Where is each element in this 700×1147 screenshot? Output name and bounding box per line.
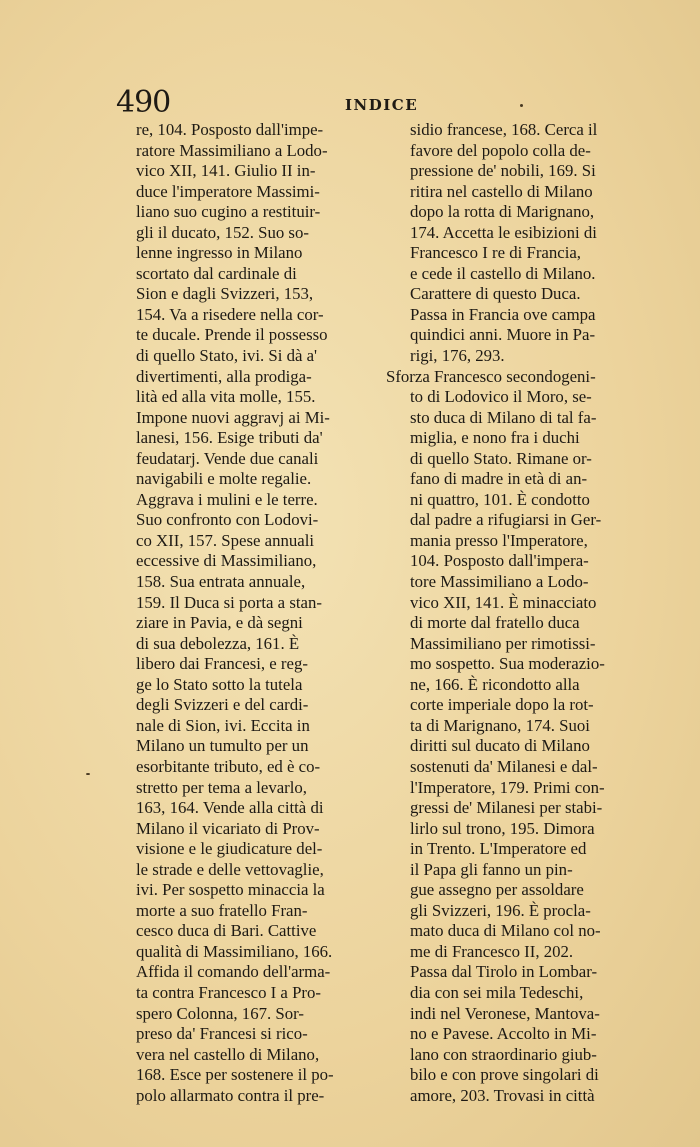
text-line: Aggrava i mulini e le terre.: [136, 489, 318, 509]
text-line: nale di Sion, ivi. Eccita in: [136, 715, 310, 735]
text-line: to di Lodovico il Moro, se-: [410, 387, 592, 407]
paper-speck: [86, 773, 90, 775]
index-entry-sforza-francesco: [386, 367, 640, 1107]
text-line: gli Svizzeri, 196. È procla-: [410, 900, 591, 920]
text-line: indi nel Veronese, Mantova-: [410, 1003, 600, 1023]
text-line: divertimenti, alla prodiga-: [136, 366, 312, 386]
text-line: ge lo Stato sotto la tutela: [136, 674, 303, 694]
text-line: liano suo cugino a restituir-: [136, 202, 321, 222]
text-line: ta contra Francesco I a Pro-: [136, 982, 321, 1002]
text-line: 158. Sua entrata annuale,: [136, 572, 306, 592]
text-line: 163, 164. Vende alla città di: [136, 798, 324, 818]
text-line: sostenuti da' Milanesi e dal-: [410, 756, 598, 776]
text-line: dia con sei mila Tedeschi,: [410, 982, 584, 1002]
text-line: lano con straordinario giub-: [410, 1044, 597, 1064]
text-line: vico XII, 141. Giulio II in-: [136, 161, 316, 181]
text-line: Passa dal Tirolo in Lombar-: [410, 962, 598, 982]
text-line: duce l'imperatore Massimi-: [136, 181, 320, 201]
text-line: Carattere di questo Duca.: [410, 284, 581, 304]
text-line: diritti sul ducato di Milano: [410, 736, 590, 756]
text-line: sidio francese, 168. Cerca il: [410, 120, 598, 139]
text-line: navigabili e molte regalie.: [136, 469, 312, 489]
text-line: Milano un tumulto per un: [136, 736, 309, 756]
text-line: le strade e delle vettovaglie,: [136, 859, 324, 879]
text-line: Suo confronto con Lodovi-: [136, 510, 319, 530]
text-line: mo sospetto. Sua moderazio-: [410, 654, 605, 674]
text-line: lità ed alla vita molle, 155.: [136, 387, 316, 407]
text-line: ne, 166. È ricondotto alla: [410, 674, 580, 694]
text-line: Francesco I re di Francia,: [410, 243, 581, 263]
text-line: visione e le giudicature del-: [136, 839, 323, 859]
text-line: scortato dal cardinale di: [136, 263, 297, 283]
text-line: ni quattro, 101. È condotto: [410, 489, 590, 509]
text-line: l'Imperatore, 179. Primi con-: [410, 777, 605, 797]
text-line: 174. Accetta le esibizioni di: [410, 222, 597, 242]
text-line: stretto per tema a levarlo,: [136, 777, 307, 797]
text-line: me di Francesco II, 202.: [410, 941, 574, 961]
text-line: di quello Stato. Rimane or-: [410, 448, 592, 468]
text-line: re, 104. Posposto dall'impe-: [136, 120, 324, 139]
text-line: il Papa gli fanno un pin-: [410, 859, 573, 879]
entry-body: [386, 387, 640, 1106]
text-line: mania presso l'Imperatore,: [410, 530, 588, 550]
left-column: [136, 120, 376, 1106]
text-line: Milano il vicariato di Prov-: [136, 818, 320, 838]
text-line: lanesi, 156. Esige tributi da': [136, 428, 323, 448]
text-line: eccessive di Massimiliano,: [136, 551, 317, 571]
text-line: in Trento. L'Imperatore ed: [410, 839, 587, 859]
text-line: degli Svizzeri e del cardi-: [136, 695, 309, 715]
entry-heading-line: Sforza Francesco secondogeni-: [386, 366, 596, 386]
text-line: 159. Il Duca si porta a stan-: [136, 592, 322, 612]
text-line: miglia, e nono fra i duchi: [410, 428, 580, 448]
text-line: dopo la rotta di Marignano,: [410, 202, 595, 222]
text-line: Passa in Francia ove campa: [410, 304, 596, 324]
text-line: favore del popolo colla de-: [410, 140, 591, 160]
text-line: bilo e con prove singolari di: [410, 1065, 599, 1085]
text-line: tore Massimiliano a Lodo-: [410, 572, 589, 592]
text-line: Massimiliano per rimotissi-: [410, 633, 596, 653]
text-line: pressione de' nobili, 169. Si: [410, 161, 596, 181]
text-line: mato duca di Milano col no-: [410, 921, 601, 941]
text-line: Affida il comando dell'arma-: [136, 962, 331, 982]
text-line: lenne ingresso in Milano: [136, 243, 303, 263]
running-head: INDICE: [345, 96, 419, 114]
text-line: co XII, 157. Spese annuali: [136, 530, 315, 550]
text-line: gue assegno per assoldare: [410, 880, 584, 900]
text-line: amore, 203. Trovasi in città: [410, 1085, 595, 1105]
text-line: ritira nel castello di Milano: [410, 181, 593, 201]
text-line: preso da' Francesi si rico-: [136, 1024, 308, 1044]
text-line: vico XII, 141. È minacciato: [410, 592, 597, 612]
text-line: di morte dal fratello duca: [410, 613, 580, 633]
text-line: polo allarmato contra il pre-: [136, 1085, 325, 1105]
text-line: vera nel castello di Milano,: [136, 1044, 320, 1064]
text-line: lirlo sul trono, 195. Dimora: [410, 818, 595, 838]
text-line: qualità di Massimiliano, 166.: [136, 941, 333, 961]
text-line: 154. Va a risedere nella cor-: [136, 304, 324, 324]
text-line: 168. Esce per sostenere il po-: [136, 1065, 334, 1085]
text-line: quindici anni. Muore in Pa-: [410, 325, 596, 345]
text-line: gli il ducato, 152. Suo so-: [136, 222, 309, 242]
continued-entry: [386, 120, 640, 367]
text-line: esorbitante tributo, ed è co-: [136, 756, 321, 776]
text-line: 104. Posposto dall'impera-: [410, 551, 589, 571]
text-line: morte a suo fratello Fran-: [136, 900, 308, 920]
text-line: libero dai Francesi, e reg-: [136, 654, 308, 674]
text-line: ivi. Per sospetto minaccia la: [136, 880, 325, 900]
text-line: fano di madre in età di an-: [410, 469, 588, 489]
text-line: sto duca di Milano di tal fa-: [410, 407, 597, 427]
text-line: feudatarj. Vende due canali: [136, 448, 319, 468]
text-line: te ducale. Prende il possesso: [136, 325, 328, 345]
text-line: gressi de' Milanesi per stabi-: [410, 798, 603, 818]
text-line: ta di Marignano, 174. Suoi: [410, 715, 590, 735]
text-line: e cede il castello di Milano.: [410, 263, 596, 283]
text-line: no e Pavese. Accolto in Mi-: [410, 1024, 597, 1044]
text-line: Impone nuovi aggravj ai Mi-: [136, 407, 330, 427]
text-line: corte imperiale dopo la rot-: [410, 695, 594, 715]
text-line: rigi, 176, 293.: [410, 346, 505, 366]
text-line: Sion e dagli Svizzeri, 153,: [136, 284, 314, 304]
text-line: cesco duca di Bari. Cattive: [136, 921, 317, 941]
right-column: [386, 120, 640, 1106]
text-line: di sua debolezza, 161. È: [136, 633, 300, 653]
paper-speck: [520, 104, 523, 107]
text-line: ratore Massimiliano a Lodo-: [136, 140, 328, 160]
page-number: 490: [116, 85, 171, 120]
text-line: di quello Stato, ivi. Si dà a': [136, 346, 318, 366]
text-line: ziare in Pavia, e dà segni: [136, 613, 303, 633]
text-line: dal padre a rifugiarsi in Ger-: [410, 510, 602, 530]
text-line: spero Colonna, 167. Sor-: [136, 1003, 304, 1023]
